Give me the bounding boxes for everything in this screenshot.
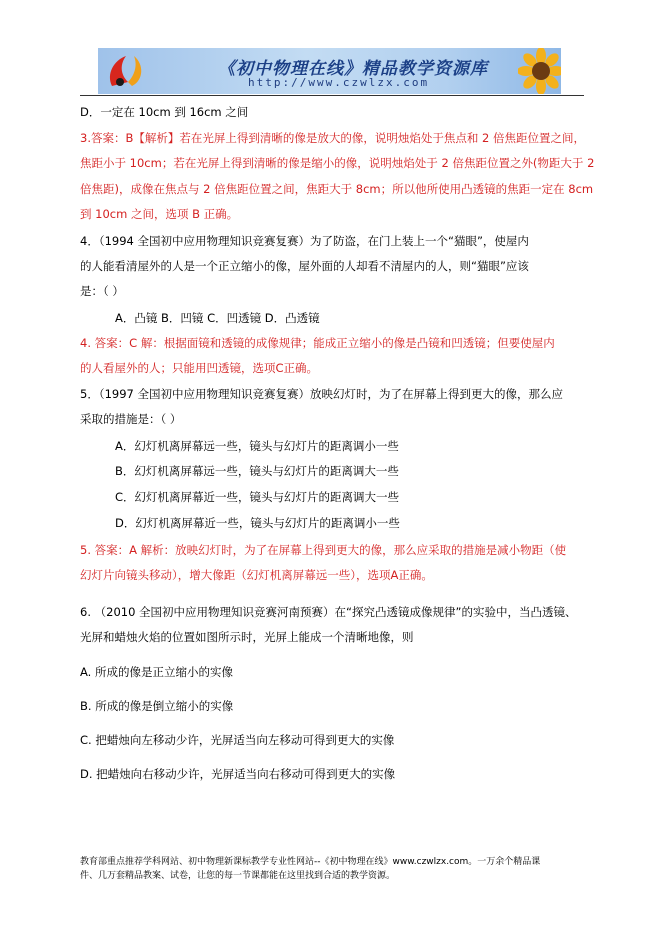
question-5-line-1: 5．（1997 全国初中应用物理知识竞赛复赛）放映幻灯时，为了在屏幕上得到更大的像，那么应	[80, 387, 563, 401]
banner-url: http://www.czwlzx.com	[248, 76, 430, 89]
option-d-text: D．一定在 10cm 到 16cm 之间	[80, 105, 249, 119]
header-divider	[80, 95, 584, 96]
banner-title: 《初中物理在线》精品教学资源库	[218, 59, 488, 79]
question-4-line-1: 4．（1994 全国初中应用物理知识竞赛复赛）为了防盗，在门上装上一个“猫眼”，使屋内	[80, 234, 529, 248]
question-5-option-c: C．幻灯机离屏幕近一些，镜头与幻灯片的距离调大一些	[115, 490, 400, 504]
answer-5-line-2: 幻灯片向镜头移动），增大像距（幻灯机离屏幕远一些），选项A正确。	[80, 568, 433, 582]
question-4-line-2: 的人能看清屋外的人是一个正立缩小的像，屋外面的人却看不清屋内的人，则“猫眼”应该	[80, 259, 529, 273]
question-6-option-a: A. 所成的像是正立缩小的实像	[80, 665, 233, 679]
answer-5-line-1: 5. 答案：A 解析：放映幻灯时，为了在屏幕上得到更大的像，那么应采取的措施是减小物距（使	[80, 543, 567, 557]
question-6-option-b: B. 所成的像是倒立缩小的实像	[80, 699, 234, 713]
answer-3-line-3: 倍焦距)，成像在焦点与 2 倍焦距位置之间，焦距大于 8cm；所以他所使用凸透镜的焦距一定在 8cm	[80, 182, 594, 196]
question-5-line-2: 采取的措施是：（ ）	[80, 412, 182, 426]
answer-3-line-1: 3.答案：B【解析】若在光屏上得到清晰的像是放大的像，说明烛焰处于焦点和 2 倍焦距位置之间，	[80, 131, 585, 145]
header-banner	[98, 48, 561, 94]
sunflower-icon	[518, 48, 561, 94]
answer-3-line-4: 到 10cm 之间，选项 B 正确。	[80, 207, 239, 221]
site-logo-icon	[104, 52, 148, 90]
footer-line-2: 件、几万套精品教案、试卷，让您的每一节课都能在这里找到合适的教学资源。	[80, 871, 396, 881]
question-6-option-c: C. 把蜡烛向左移动少许，光屏适当向左移动可得到更大的实像	[80, 733, 395, 747]
question-4-options: A．凸镜 B．凹镜 C．凹透镜 D．凸透镜	[115, 311, 320, 325]
answer-3-line-2: 焦距小于 10cm；若在光屏上得到清晰的像是缩小的像，说明烛焰处于 2 倍焦距位置之外(物距大于 2	[80, 156, 595, 170]
answer-4-line-1: 4. 答案：C 解：根据面镜和透镜的成像规律；能成正立缩小的像是凸镜和凹透镜；但要使屋内	[80, 336, 555, 350]
question-6-line-1: 6. （2010 全国初中应用物理知识竞赛河南预赛）在“探究凸透镜成像规律”的实验中，当凸透镜、	[80, 605, 577, 619]
question-5-option-b: B．幻灯机离屏幕远一些，镜头与幻灯片的距离调大一些	[115, 464, 399, 478]
footer-line-1: 教育部重点推荐学科网站、初中物理新课标教学专业性网站--《初中物理在线》www.czwlzx.com。一万余个精品课	[80, 857, 541, 867]
question-6-option-d: D. 把蜡烛向右移动少许，光屏适当向右移动可得到更大的实像	[80, 767, 396, 781]
answer-4-line-2: 的人看屋外的人；只能用凹透镜，选项C正确。	[80, 361, 319, 375]
question-4-line-3: 是：（ ）	[80, 284, 124, 298]
question-5-option-a: A．幻灯机离屏幕远一些，镜头与幻灯片的距离调小一些	[115, 439, 399, 453]
question-5-option-d: D．幻灯机离屏幕近一些，镜头与幻灯片的距离调小一些	[115, 516, 400, 530]
question-6-line-2: 光屏和蜡烛火焰的位置如图所示时，光屏上能成一个清晰地像，则	[80, 630, 414, 644]
